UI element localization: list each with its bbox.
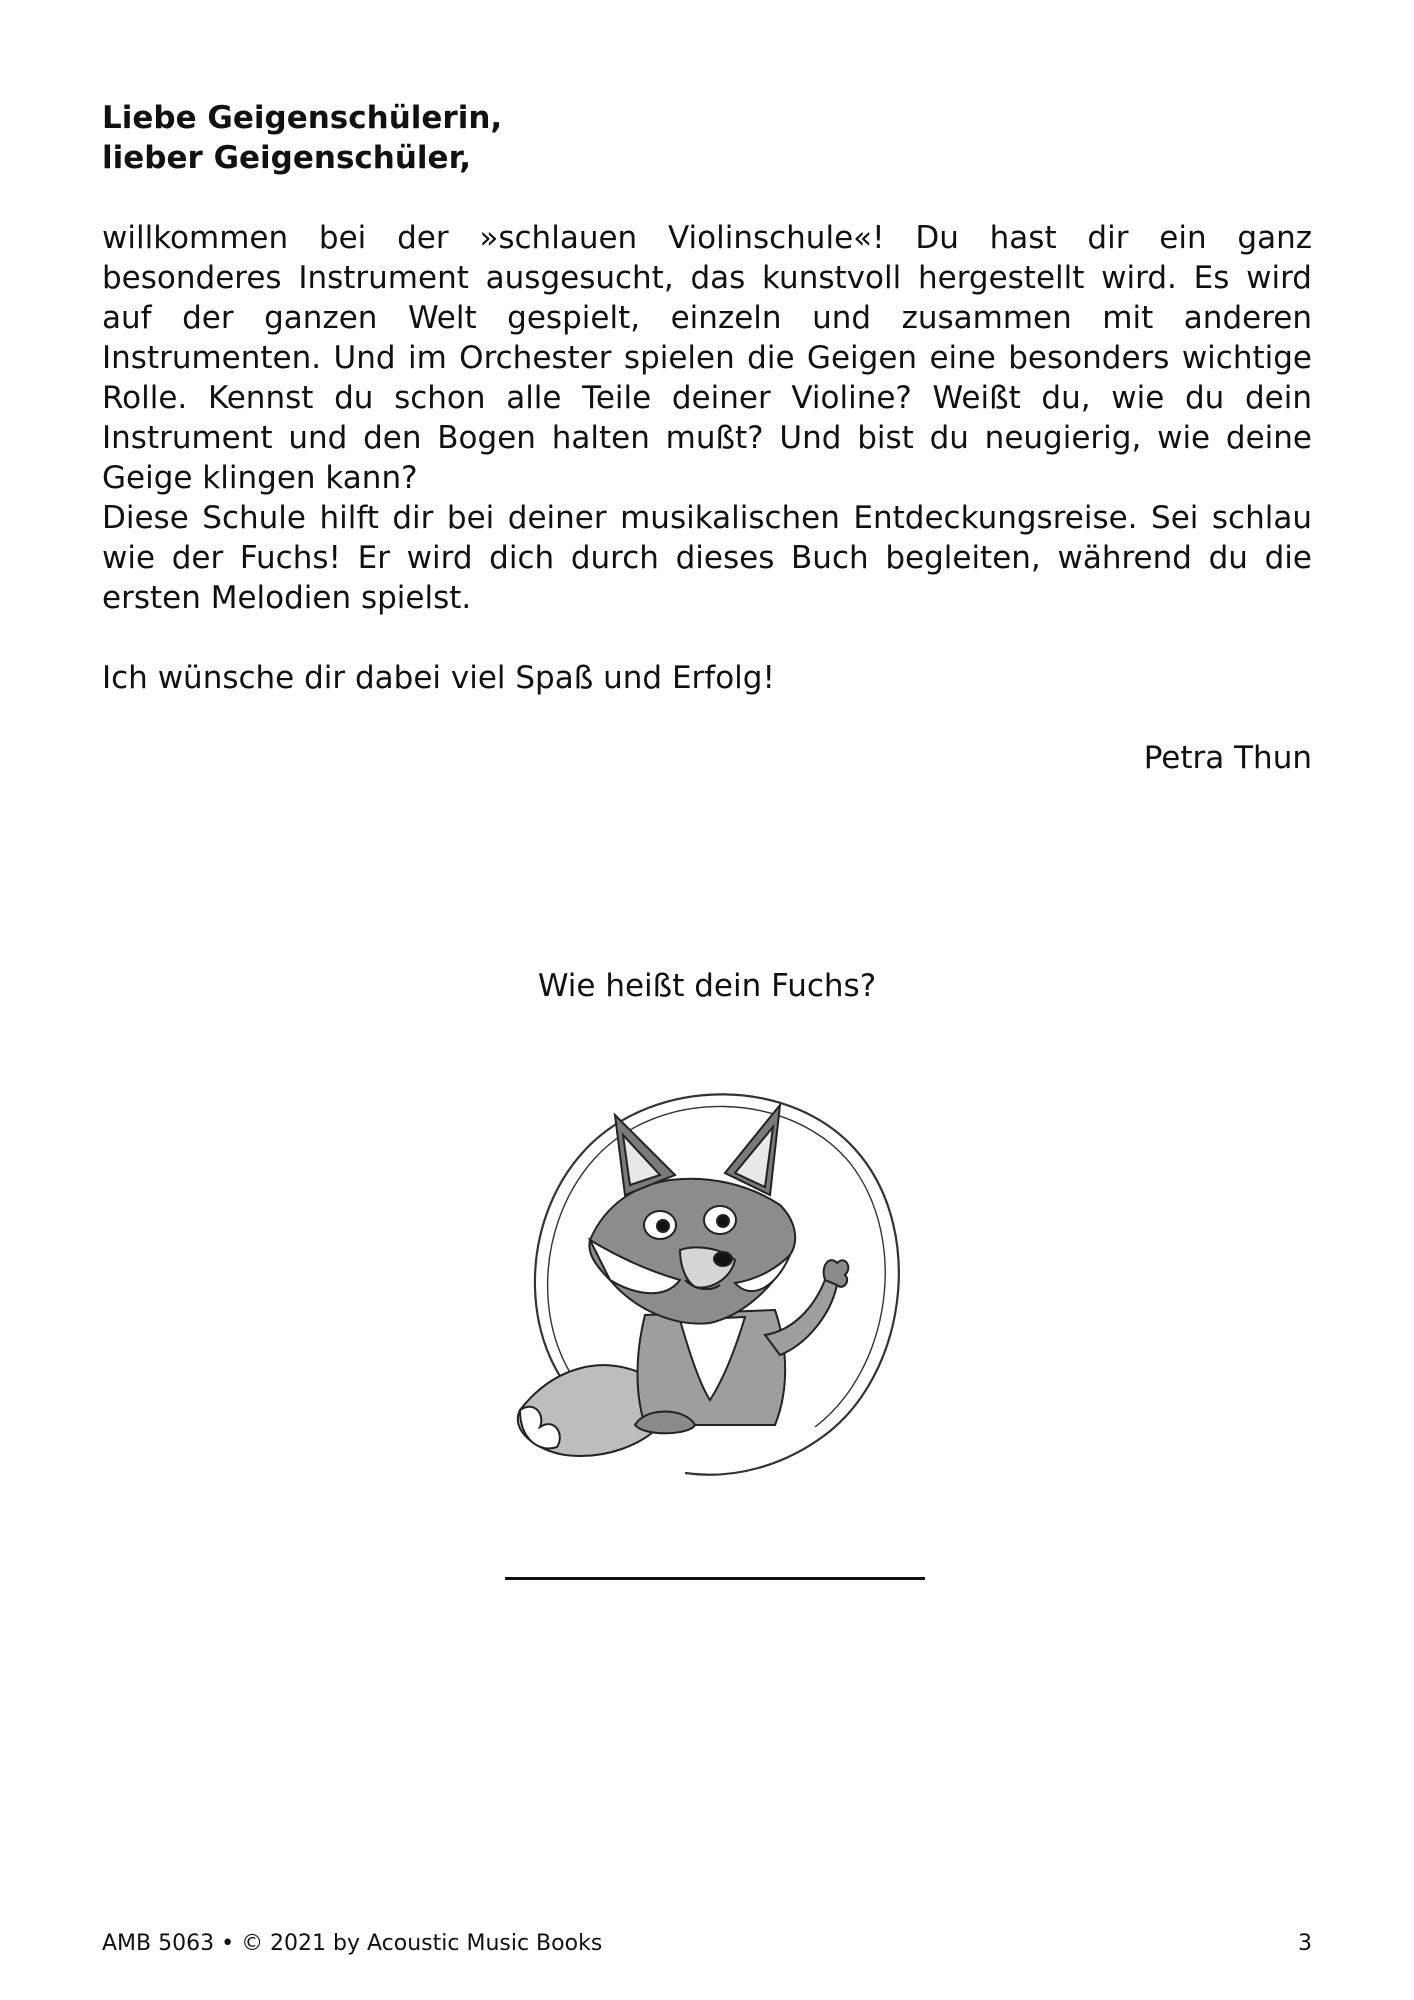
author-signature: Petra Thun bbox=[1143, 740, 1312, 776]
page-number: 3 bbox=[1298, 1931, 1312, 1956]
fox-paragraph: Diese Schule hilft dir bei deiner musikalischen Entdeckungsreise. Sei schlau wie der Fuchs! Er wird dich durch dieses Buch begleiten, während du die ersten Melodien spielst. bbox=[102, 500, 1312, 616]
fox-drawing bbox=[495, 1055, 925, 1495]
footer-copyright: AMB 5063 • © 2021 by Acoustic Music Books bbox=[102, 1931, 603, 1956]
fox-illustration bbox=[495, 1055, 925, 1495]
intro-paragraph: willkommen bei der »schlauen Violinschule«! Du hast dir ein ganz besonderes Instrument ausgesucht, das kunstvoll hergestellt wird. Es wird auf der ganzen Welt gespielt, einzeln und zusammen mit anderen Instrumenten. Und im Orchester spielen die Geigen eine besonders wichtige Rolle. Kennst du schon alle Teile deiner Violine? Weißt du, wie du dein Instrument und den Bogen halten mußt? Und bist du neugierig, wie deine Geige klingen kann? bbox=[102, 220, 1312, 496]
wish-paragraph: Ich wünsche dir dabei viel Spaß und Erfolg! bbox=[102, 660, 775, 696]
fox-name-line bbox=[505, 1577, 925, 1580]
greeting bbox=[102, 98, 1312, 178]
fox-name-question: Wie heißt dein Fuchs? bbox=[537, 968, 877, 1004]
greeting-line-1: Liebe Geigenschülerin, bbox=[102, 100, 503, 136]
greeting-line-2: lieber Geigenschüler, bbox=[102, 140, 472, 176]
